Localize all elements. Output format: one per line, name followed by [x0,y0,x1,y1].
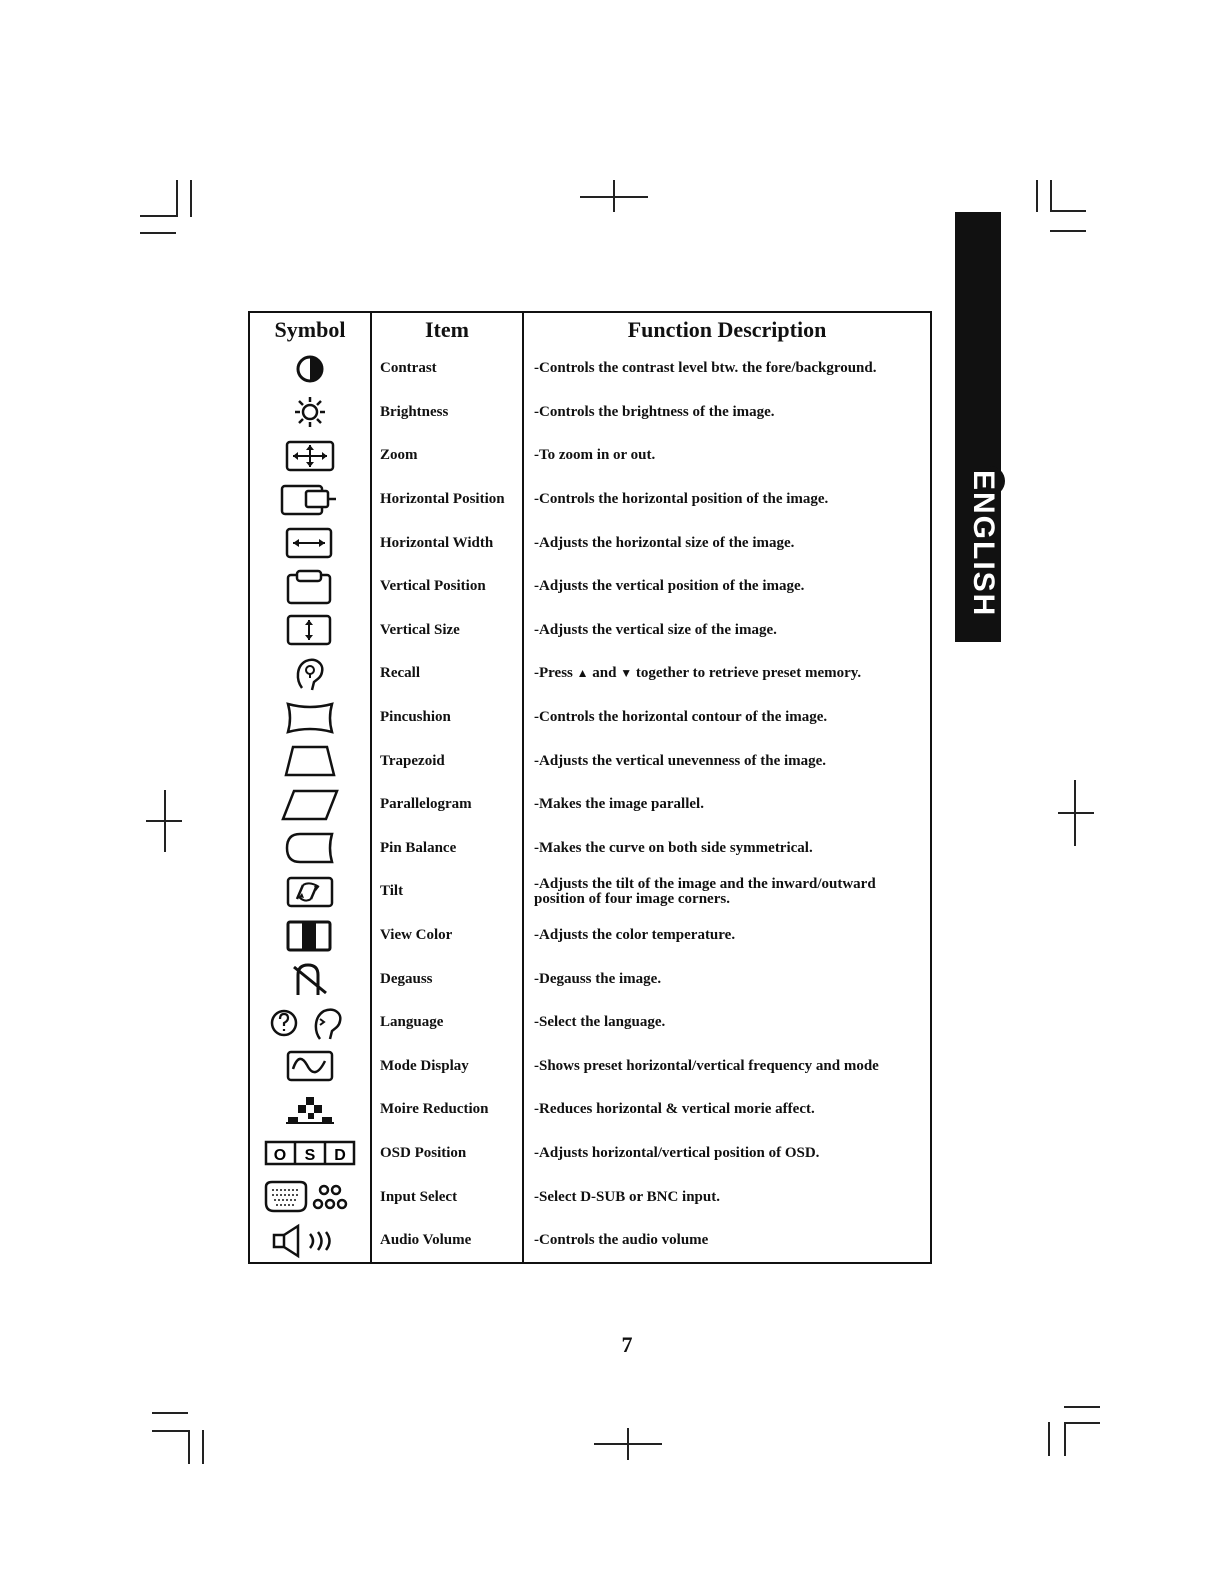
audio-volume-icon [250,1223,370,1259]
item-label: OSD Position [371,1132,523,1176]
horizontal-position-icon [250,483,370,517]
registration-mark [1074,780,1076,846]
table-row [249,1001,931,1045]
table-row [249,914,931,958]
table-row [249,783,931,827]
crop-mark [152,1412,188,1414]
description-text: -Controls the horizontal contour of the image. [534,709,828,726]
pincushion-icon [250,701,370,735]
language-icon [250,1005,370,1041]
degauss-icon [250,961,370,997]
crop-mark [190,180,192,217]
description-text: -Select the language. [534,1014,666,1031]
description-text: -Adjusts the vertical size of the image. [534,621,777,638]
table-header-row [249,312,931,347]
crop-mark [1050,210,1086,212]
crop-mark [1036,180,1038,212]
registration-mark [613,180,615,212]
description-text: -Degauss the image. [534,970,662,987]
table-row [249,652,931,696]
crop-mark [1050,180,1052,212]
table-row [249,696,931,740]
horizontal-width-icon [250,526,370,560]
osd-symbol-table [248,311,932,1264]
crop-mark [1050,230,1086,232]
description-text: -Shows preset horizontal/vertical frequency and mode [534,1057,879,1074]
description-text: -Makes the image parallel. [534,796,704,813]
table-row [249,957,931,1001]
osd-position-icon [250,1139,370,1167]
table-row [249,1045,931,1089]
table-row [249,1175,931,1219]
table-row [249,521,931,565]
view-color-icon [250,919,370,953]
svg-text:D: D [334,1147,346,1165]
item-label: View Color [371,914,523,958]
item-label: Horizontal Position [371,478,523,522]
up-arrow-icon: ▲ [576,666,589,681]
description-text: -Controls the horizontal position of the image. [534,491,829,508]
crop-mark [1064,1422,1066,1456]
description-text: -To zoom in or out. [534,447,656,464]
input-select-icon [250,1179,370,1215]
crop-mark [1064,1406,1100,1408]
language-side-tab-label: ENGLISH [967,470,1000,618]
description-text: -Controls the contrast level btw. the fore/background. [534,360,877,377]
crop-mark [1064,1422,1100,1424]
crop-mark [140,232,176,234]
item-label: Trapezoid [371,739,523,783]
item-label: Brightness [371,391,523,435]
tilt-icon [250,875,370,909]
crop-mark [140,215,176,217]
item-column-header: Item [371,312,523,347]
parallelogram-icon [250,788,370,822]
zoom-icon [250,440,370,472]
description-text: -Adjusts horizontal/vertical position of OSD. [534,1144,820,1161]
registration-mark [627,1428,629,1460]
symbol-column-header: Symbol [249,312,371,347]
svg-text:S: S [304,1147,316,1165]
description-text: -Select D-SUB or BNC input. [534,1188,720,1205]
item-label: Zoom [371,434,523,478]
page-number: 7 [621,1332,633,1357]
item-label: Vertical Position [371,565,523,609]
table-row [249,347,931,391]
mode-display-icon [250,1049,370,1083]
crop-mark [1048,1422,1050,1456]
vertical-position-icon [250,569,370,605]
pin-balance-icon [250,831,370,865]
item-label: Mode Display [371,1045,523,1089]
item-label: Moire Reduction [371,1088,523,1132]
contrast-icon [250,354,370,384]
item-label: Degauss [371,957,523,1001]
item-label: Pincushion [371,696,523,740]
crop-mark [152,1430,188,1432]
svg-text:O: O [273,1147,287,1165]
item-label: Tilt [371,870,523,914]
table-row [249,565,931,609]
table-row [249,1132,931,1176]
item-label: Language [371,1001,523,1045]
table-row [249,739,931,783]
item-label: Contrast [371,347,523,391]
item-label: Audio Volume [371,1219,523,1264]
item-label: Parallelogram [371,783,523,827]
description-text: -Adjusts the vertical unevenness of the image. [534,752,827,769]
crop-mark [188,1430,190,1464]
description-text: -Reduces horizontal & vertical morie affect. [534,1101,815,1118]
table-row [249,434,931,478]
table-row [249,478,931,522]
description-text: -Adjusts the color temperature. [534,927,736,944]
table-row [249,1088,931,1132]
registration-mark [1058,812,1094,814]
registration-mark [164,790,166,852]
item-label: Pin Balance [371,827,523,871]
description-text: -Adjusts the tilt of the image and the inward/outward position of four image corners. [534,875,876,907]
moire-reduction-icon [250,1093,370,1127]
table-row [249,1219,931,1264]
description-text: -Controls the brightness of the image. [534,403,775,420]
table-row [249,870,931,914]
description-text: -Adjusts the horizontal size of the image. [534,534,795,551]
down-arrow-icon: ▼ [620,666,633,681]
item-label: Input Select [371,1175,523,1219]
description-text: -Makes the curve on both side symmetrical. [534,839,813,856]
table-row [249,391,931,435]
description-text: -Controls the audio volume [534,1232,709,1249]
vertical-size-icon [250,614,370,646]
item-label: Recall [371,652,523,696]
item-label: Vertical Size [371,609,523,653]
brightness-icon [250,396,370,428]
table-row [249,827,931,871]
table-row [249,609,931,653]
description-text: -Adjusts the vertical position of the image. [534,578,805,595]
item-label: Horizontal Width [371,521,523,565]
recall-icon [250,656,370,692]
crop-mark [176,180,178,217]
description-text: -Press ▲ and ▼ together to retrieve preset memory. [534,665,862,682]
description-column-header: Function Description [627,317,827,342]
crop-mark [202,1430,204,1464]
trapezoid-icon [250,744,370,778]
